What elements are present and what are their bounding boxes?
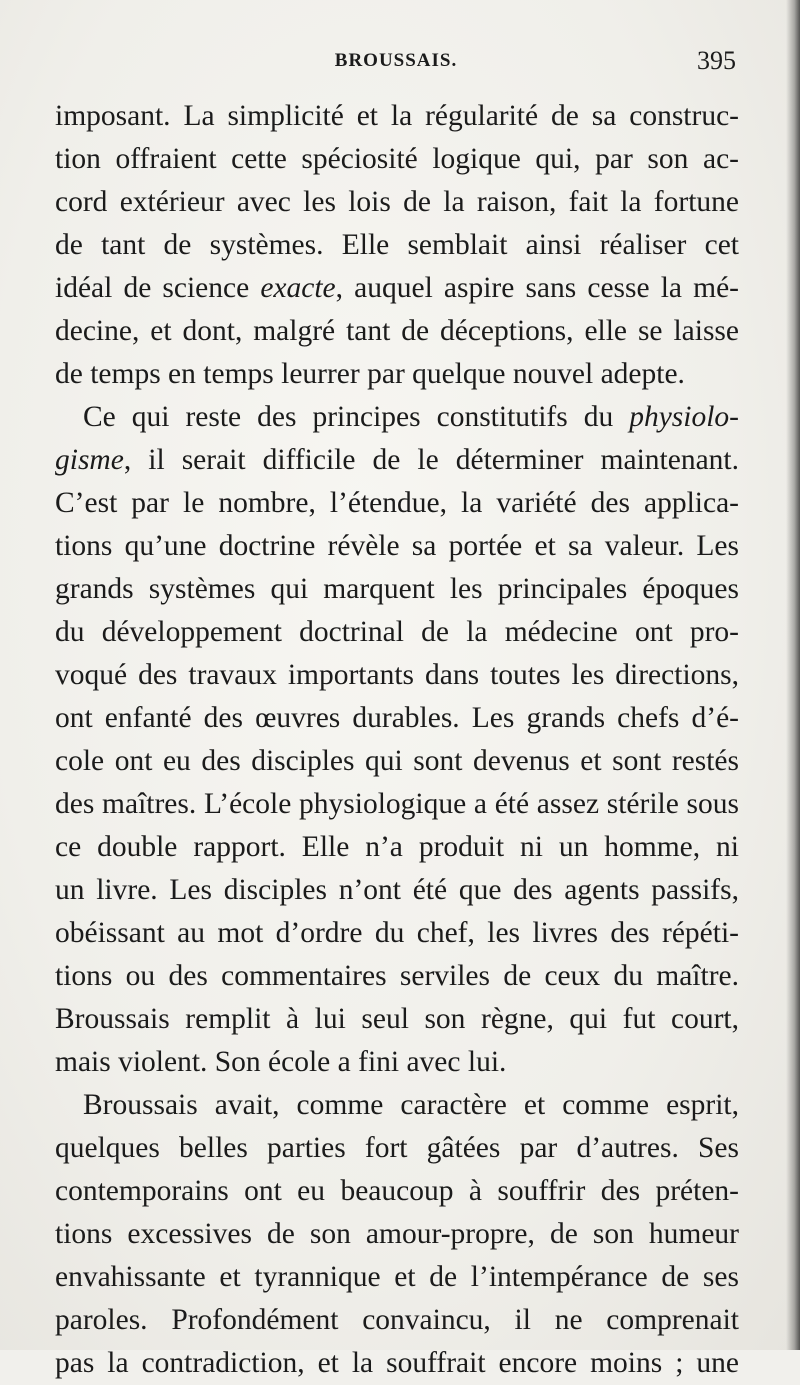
text-line — [55, 783, 739, 826]
text-line — [55, 181, 739, 224]
text-line — [55, 396, 739, 439]
text-segment: des maîtres. L’école physiologique a été assez stérile sous — [55, 788, 739, 820]
running-head: BROUSSAIS. — [334, 50, 458, 71]
text-segment: tions excessives de son amour-propre, de son humeur — [55, 1218, 739, 1250]
text-line — [55, 310, 739, 353]
text-segment: de temps en temps leurrer par quelque nouvel adepte. — [55, 358, 685, 390]
text-segment: , il serait difficile de le déterminer maintenant. — [123, 444, 739, 476]
text-line — [55, 1213, 739, 1256]
text-line — [55, 568, 739, 611]
text-line — [55, 439, 739, 482]
text-segment: ont enfanté des œuvres durables. Les grands chefs d’é- — [55, 702, 739, 734]
text-segment: voqué des travaux importants dans toutes les directions, — [55, 659, 739, 691]
text-segment: du développement doctrinal de la médecine ont pro- — [55, 616, 739, 648]
text-line — [55, 224, 739, 267]
text-line — [55, 869, 739, 912]
text-segment: un livre. Les disciples n’ont été que des agents passifs, — [55, 874, 739, 906]
page-header — [52, 46, 740, 80]
text-segment: tions ou des commentaires serviles de ceux du maître. — [55, 960, 739, 992]
page-number: 395 — [697, 46, 736, 75]
text-segment: Ce qui reste des principes constitutifs du — [83, 401, 630, 433]
text-line — [55, 1299, 739, 1342]
text-segment: idéal de science — [55, 272, 261, 304]
text-line — [55, 697, 739, 740]
text-segment: tions qu’une doctrine révèle sa portée et sa valeur. Les — [55, 530, 739, 562]
text-line — [55, 1041, 739, 1084]
text-segment: ce double rapport. Elle n’a produit ni un homme, ni — [55, 831, 739, 863]
text-segment: obéissant au mot d’ordre du chef, les livres des répéti- — [55, 917, 739, 949]
text-line — [55, 1127, 739, 1170]
page-edge-shadow — [786, 0, 800, 1350]
text-line — [55, 912, 739, 955]
body-text — [55, 95, 739, 1385]
italic-term: exacte — [260, 272, 336, 304]
text-segment: paroles. Profondément convaincu, il ne comprenait — [55, 1304, 739, 1336]
text-segment: , auquel aspire sans cesse la mé- — [335, 272, 739, 304]
text-segment: contemporains ont eu beaucoup à souffrir des préten- — [55, 1175, 739, 1207]
text-segment: grands systèmes qui marquent les principales époques — [55, 573, 739, 605]
text-segment: tion offraient cette spéciosité logique qui, par son ac- — [55, 143, 739, 175]
italic-term: gisme — [55, 444, 124, 476]
text-line — [55, 267, 739, 310]
text-line — [55, 525, 739, 568]
text-segment: mais violent. Son école a fini avec lui. — [55, 1046, 507, 1078]
text-segment: imposant. La simplicité et la régularité de sa construc- — [55, 100, 739, 132]
text-segment: decine, et dont, malgré tant de déceptions, elle se laisse — [55, 315, 739, 347]
text-segment: Broussais avait, comme caractère et comme esprit, — [83, 1089, 739, 1121]
text-segment: Broussais remplit à lui seul son règne, qui fut court, — [55, 1003, 739, 1035]
text-line — [55, 1342, 739, 1385]
text-line — [55, 740, 739, 783]
text-segment: cole ont eu des disciples qui sont devenus et sont restés — [55, 745, 739, 777]
text-line — [55, 95, 739, 138]
text-line — [55, 826, 739, 869]
text-segment: pas la contradiction, et la souffrait encore moins ; une — [55, 1347, 739, 1379]
text-segment: envahissante et tyrannique et de l’intempérance de ses — [55, 1261, 739, 1293]
text-line — [55, 611, 739, 654]
text-segment: de tant de systèmes. Elle semblait ainsi réaliser cet — [55, 229, 739, 261]
text-line — [55, 1256, 739, 1299]
text-segment: C’est par le nombre, l’étendue, la variété des applica- — [55, 487, 739, 519]
text-segment: quelques belles parties fort gâtées par d’autres. Ses — [55, 1132, 739, 1164]
text-line — [55, 955, 739, 998]
text-line — [55, 482, 739, 525]
text-line — [55, 654, 739, 697]
text-line — [55, 998, 739, 1041]
text-line — [55, 353, 739, 396]
text-segment: cord extérieur avec les lois de la raison, fait la fortune — [55, 186, 739, 218]
italic-term: physiolo- — [629, 401, 739, 433]
text-line — [55, 1084, 739, 1127]
text-line — [55, 1170, 739, 1213]
text-line — [55, 138, 739, 181]
